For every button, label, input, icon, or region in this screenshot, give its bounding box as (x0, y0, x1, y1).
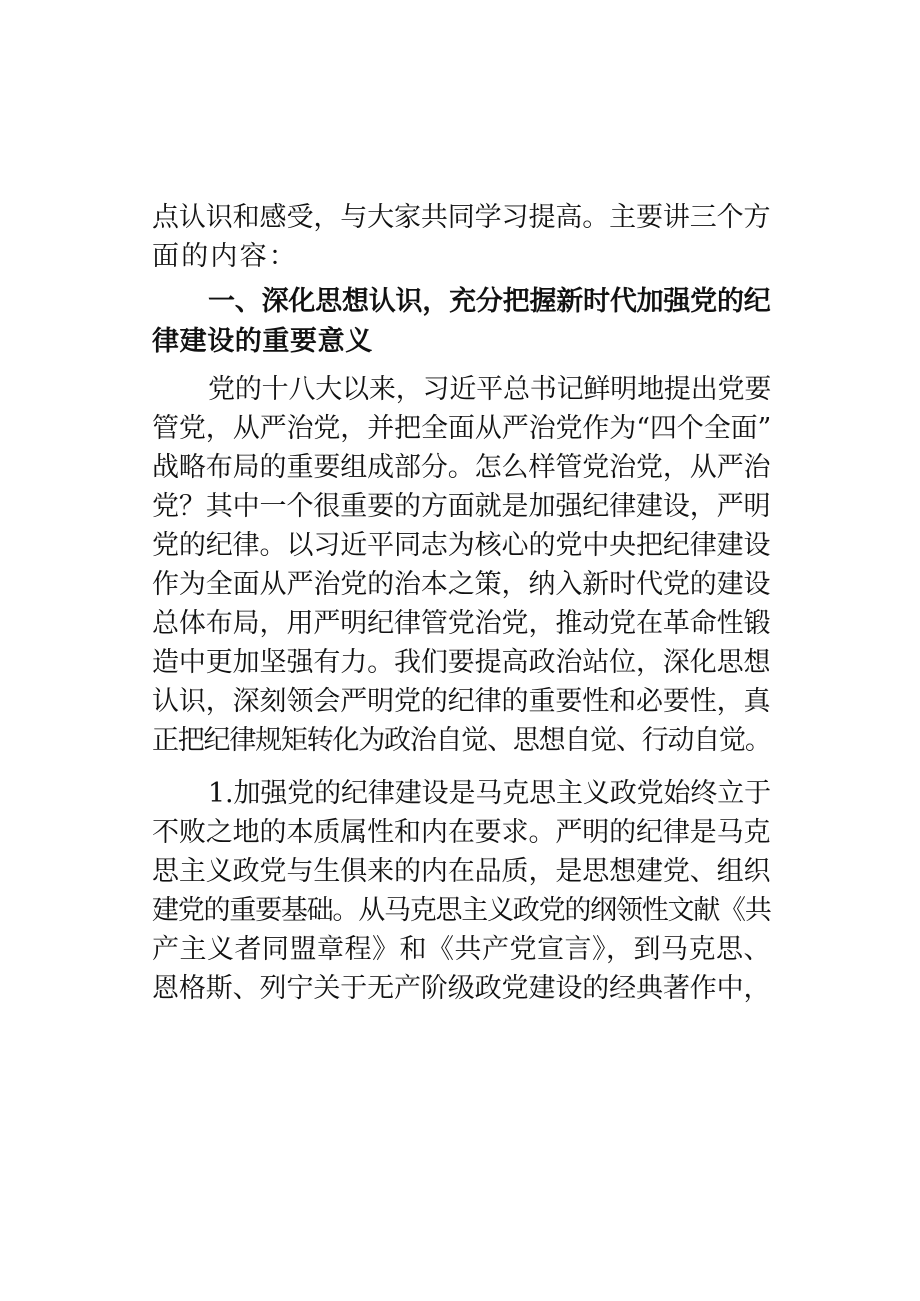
text-line: 党的纪律。以习近平同志为核心的党中央把纪律建设 (152, 530, 771, 561)
text-line: 思主义政党与生俱来的内在品质，是思想建党、组织 (152, 856, 771, 887)
text-line: 点认识和感受，与大家共同学习提高。主要讲三个方 (152, 202, 771, 233)
document-body (152, 198, 772, 1008)
text-line: 建党的重要基础。从马克思主义政党的纲领性文献《共 (152, 895, 771, 926)
text-line: 认识，深刻领会严明党的纪律的重要性和必要性，真 (152, 686, 771, 717)
text-line: 1.加强党的纪律建设是马克思主义政党始终立于 (208, 778, 772, 809)
intro-paragraph (152, 198, 772, 276)
paragraph-1 (152, 370, 772, 760)
text-line: 管党，从严治党，并把全面从严治党作为“四个全面” (152, 413, 772, 444)
text-line: 不败之地的本质属性和内在要求。严明的纪律是马克 (152, 817, 771, 848)
text-line: 党？其中一个很重要的方面就是加强纪律建设，严明 (152, 491, 771, 522)
text-line: 战略布局的重要组成部分。怎么样管党治党，从严治 (152, 452, 771, 483)
heading-line: 律建设的重要意义 (152, 326, 373, 357)
text-line: 正把纪律规矩转化为政治自觉、思想自觉、行动自觉。 (152, 725, 771, 756)
text-line: 面的内容： (152, 241, 298, 272)
text-line: 总体布局，用严明纪律管党治党，推动党在革命性锻 (152, 608, 771, 639)
text-line: 党的十八大以来，习近平总书记鲜明地提出党要 (208, 374, 772, 405)
text-line: 造中更加坚强有力。我们要提高政治站位，深化思想 (152, 647, 771, 678)
text-line: 恩格斯、列宁关于无产阶级政党建设的经典著作中， (152, 973, 771, 1004)
text-line: 产主义者同盟章程》和《共产党宣言》，到马克思、 (152, 934, 771, 965)
paragraph-2 (152, 774, 772, 1008)
section-heading (152, 282, 772, 362)
heading-line: 一、深化思想认识，充分把握新时代加强党的纪 (208, 286, 771, 317)
text-line: 作为全面从严治党的治本之策，纳入新时代党的建设 (152, 569, 771, 600)
